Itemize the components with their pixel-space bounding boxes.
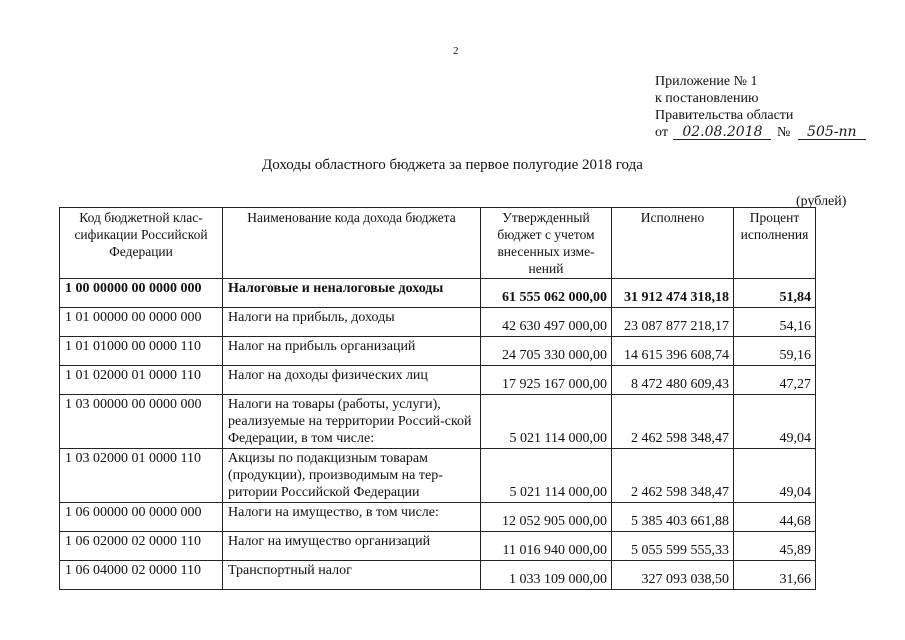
row-name: Налог на прибыль организаций [223, 337, 481, 366]
row-executed: 31 912 474 318,18 [612, 279, 734, 308]
from-label: от [655, 125, 668, 140]
row-code: 1 01 00000 00 0000 000 [60, 308, 223, 337]
appendix-block [655, 73, 866, 141]
table-row [60, 337, 816, 366]
row-percent: 44,68 [734, 503, 816, 532]
appendix-line-1: Приложение № 1 [655, 74, 758, 89]
row-percent: 51,84 [734, 279, 816, 308]
row-approved: 24 705 330 000,00 [481, 337, 612, 366]
row-name: Акцизы по подакцизным товарам (продукции), производимым на тер-ритории Российской Федерации [223, 449, 481, 503]
table-row [60, 395, 816, 449]
appendix-date-line [655, 124, 866, 141]
header-executed: Исполнено [612, 208, 734, 279]
row-approved: 5 021 114 000,00 [481, 449, 612, 503]
row-approved: 5 021 114 000,00 [481, 395, 612, 449]
page-number: 2 [453, 45, 459, 57]
row-percent: 31,66 [734, 561, 816, 590]
header-percent: Процент исполнения [734, 208, 816, 279]
row-name: Налоги на имущество, в том числе: [223, 503, 481, 532]
row-executed: 2 462 598 348,47 [612, 449, 734, 503]
row-name: Налог на доходы физических лиц [223, 366, 481, 395]
row-code: 1 03 00000 00 0000 000 [60, 395, 223, 449]
row-name: Налоги на прибыль, доходы [223, 308, 481, 337]
handwritten-number: 505-пп [798, 125, 866, 140]
header-approved: Утвержденный бюджет с учетом внесенных изме-нений [481, 208, 612, 279]
row-code: 1 06 02000 02 0000 110 [60, 532, 223, 561]
table-row [60, 366, 816, 395]
number-label: № [776, 125, 791, 140]
row-percent: 49,04 [734, 395, 816, 449]
row-executed: 327 093 038,50 [612, 561, 734, 590]
appendix-line-3: Правительства области [655, 108, 794, 123]
row-approved: 12 052 905 000,00 [481, 503, 612, 532]
row-executed: 5 055 599 555,33 [612, 532, 734, 561]
row-executed: 8 472 480 609,43 [612, 366, 734, 395]
table-row [60, 279, 816, 308]
appendix-line-2: к постановлению [655, 91, 759, 106]
row-percent: 47,27 [734, 366, 816, 395]
row-approved: 61 555 062 000,00 [481, 279, 612, 308]
row-percent: 54,16 [734, 308, 816, 337]
row-percent: 59,16 [734, 337, 816, 366]
budget-table [59, 207, 816, 590]
row-code: 1 00 00000 00 0000 000 [60, 279, 223, 308]
row-name: Налоговые и неналоговые доходы [223, 279, 481, 308]
table-row [60, 561, 816, 590]
row-code: 1 06 04000 02 0000 110 [60, 561, 223, 590]
row-name: Транспортный налог [223, 561, 481, 590]
row-executed: 2 462 598 348,47 [612, 395, 734, 449]
table-row [60, 308, 816, 337]
units-label: (рублей) [796, 194, 847, 209]
row-percent: 45,89 [734, 532, 816, 561]
row-executed: 14 615 396 608,74 [612, 337, 734, 366]
document-title: Доходы областного бюджета за первое полугодие 2018 года [262, 157, 643, 173]
row-code: 1 03 02000 01 0000 110 [60, 449, 223, 503]
row-executed: 23 087 877 218,17 [612, 308, 734, 337]
row-executed: 5 385 403 661,88 [612, 503, 734, 532]
row-code: 1 06 00000 00 0000 000 [60, 503, 223, 532]
row-approved: 17 925 167 000,00 [481, 366, 612, 395]
row-code: 1 01 01000 00 0000 110 [60, 337, 223, 366]
row-approved: 1 033 109 000,00 [481, 561, 612, 590]
row-code: 1 01 02000 01 0000 110 [60, 366, 223, 395]
table-row [60, 532, 816, 561]
handwritten-date: 02.08.2018 [673, 125, 771, 140]
table-row [60, 449, 816, 503]
row-approved: 42 630 497 000,00 [481, 308, 612, 337]
row-approved: 11 016 940 000,00 [481, 532, 612, 561]
table-header-row [60, 208, 816, 279]
row-name: Налог на имущество организаций [223, 532, 481, 561]
header-name: Наименование кода дохода бюджета [223, 208, 481, 279]
row-name: Налоги на товары (работы, услуги), реализуемые на территории Россий-ской Федерации, в том числе: [223, 395, 481, 449]
row-percent: 49,04 [734, 449, 816, 503]
header-code: Код бюджетной клас-сификации Российской Федерации [60, 208, 223, 279]
table-row [60, 503, 816, 532]
